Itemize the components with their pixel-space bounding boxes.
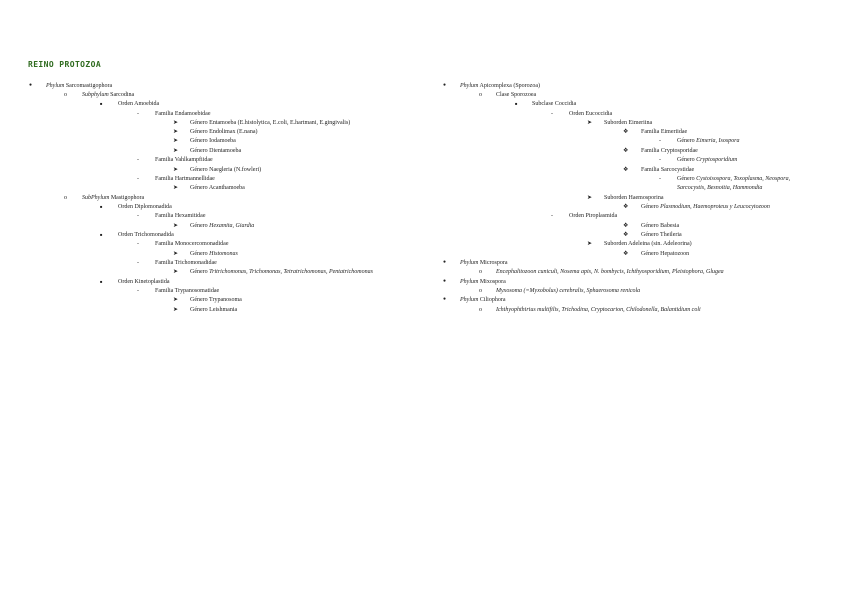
outline-item (155, 212, 205, 220)
outline-item (460, 278, 506, 286)
outline-item (604, 194, 664, 202)
outline-item (155, 156, 213, 164)
diamond-bullet-icon: ❖ (623, 129, 629, 135)
outline-item (677, 184, 762, 192)
outline-item (460, 296, 506, 304)
outline-text: Género (641, 204, 661, 210)
outline-item (190, 222, 254, 230)
outline-text: Histomonas (209, 251, 238, 257)
outline-text: Clase Sporozoea (496, 92, 537, 98)
outline-text: Familia Cryptosporidae (641, 148, 698, 154)
outline-item (460, 259, 508, 267)
outline-text: Género (677, 138, 697, 144)
outline-text: Phylum (460, 297, 479, 303)
outline-item (190, 268, 373, 276)
outline-text: Orden Diplomonadida (118, 204, 172, 210)
bullet-dash-icon: - (659, 157, 661, 163)
outline-item (460, 82, 540, 90)
arrow-bullet-icon: ➤ (587, 195, 593, 201)
outline-text: Familia Trypanosomatidae (155, 288, 220, 294)
bullet-dot-icon: ● (443, 83, 447, 88)
outline-text: Tritrichomonas, Trichomonas, Tetratrichomonas, Pentatrichomonas (209, 269, 373, 275)
outline-text: Suborden Eimeriina (604, 120, 653, 126)
outline-text: Familia Monocercomonadidae (155, 241, 229, 247)
arrow-bullet-icon: ➤ (173, 269, 179, 275)
arrow-bullet-icon: ➤ (173, 297, 179, 303)
bullet-square-icon: ■ (515, 101, 518, 106)
outline-text: Phylum (46, 83, 65, 89)
bullet-circle-icon: o (479, 307, 482, 313)
outline-item (569, 110, 612, 118)
outline-item (190, 119, 350, 127)
outline-item (496, 287, 640, 295)
outline-text: Género Dientamoeba (190, 148, 242, 154)
bullet-dash-icon: - (659, 176, 661, 182)
outline-text: Suborden Haemosporina (604, 195, 664, 201)
bullet-dash-icon: - (137, 260, 139, 266)
outline-text: Phylum (460, 83, 479, 89)
outline-text: Género (677, 157, 697, 163)
outline-text: Género Theileria (641, 232, 682, 238)
bullet-dot-icon: ● (443, 297, 447, 302)
outline-text: Orden Amoebida (118, 101, 160, 107)
outline-text: Eimeria, Isospora (696, 138, 740, 144)
bullet-dash-icon: - (137, 157, 139, 163)
outline-text: Género Trypanosoma (190, 297, 242, 303)
outline-item (82, 194, 144, 202)
outline-text: Familia Endamoebidae (155, 111, 211, 117)
diamond-bullet-icon: ❖ (623, 232, 629, 238)
outline-text: Orden Eucoccidia (569, 111, 613, 117)
bullet-square-icon: ■ (100, 232, 103, 237)
diamond-bullet-icon: ❖ (623, 167, 629, 173)
outline-item (155, 240, 228, 248)
bullet-dash-icon: - (551, 213, 553, 219)
bullet-dash-icon: - (137, 288, 139, 294)
outline-text: Género (190, 223, 210, 229)
outline-text: Familia Sarcocystidae (641, 167, 695, 173)
outline-text: Orden Piroplasmida (569, 213, 618, 219)
outline-text: Mixospora (478, 279, 506, 285)
outline-text: Microspora (478, 260, 508, 266)
outline-text: Apicomplexa (Sporozoa) (478, 83, 540, 89)
outline-text: Familia Hexamitidae (155, 213, 206, 219)
outline-text: Mastigophora (109, 195, 145, 201)
outline-item (155, 259, 217, 267)
outline-text: Género Endolimax (E.nana) (190, 129, 258, 135)
diamond-bullet-icon: ❖ (623, 148, 629, 154)
arrow-bullet-icon: ➤ (173, 185, 179, 191)
outline-text: Género (190, 269, 210, 275)
bullet-dash-icon: - (137, 111, 139, 117)
outline-text: Plasmodium, Haemoproteus y Leucocytozoon (660, 204, 770, 210)
bullet-circle-icon: o (479, 92, 482, 98)
outline-item (641, 166, 694, 174)
bullet-square-icon: ■ (100, 101, 103, 106)
outline-item (604, 119, 652, 127)
outline-item (496, 91, 536, 99)
diamond-bullet-icon: ❖ (623, 223, 629, 229)
outline-text: Sarcocystis, Besnoitia, Hammondia (677, 185, 763, 191)
outline-text: Cystoisospora, Toxoplasma, Neospora, (696, 176, 791, 182)
outline-item (641, 231, 682, 239)
outline-text: Subphylum (82, 92, 109, 98)
bullet-square-icon: ■ (100, 279, 103, 284)
outline-item (496, 306, 701, 314)
outline-text: Phylum (460, 279, 479, 285)
outline-text: Phylum (460, 260, 479, 266)
outline-item (641, 250, 689, 258)
bullet-circle-icon: o (64, 195, 67, 201)
page-title: REINO PROTOZOA (28, 60, 102, 69)
outline-item (190, 184, 245, 192)
outline-item (155, 175, 215, 183)
outline-item (641, 203, 770, 211)
arrow-bullet-icon: ➤ (587, 120, 593, 126)
arrow-bullet-icon: ➤ (173, 167, 179, 173)
bullet-dot-icon: ● (29, 83, 33, 88)
bullet-dash-icon: - (137, 241, 139, 247)
outline-text: Género Leishmania (190, 307, 238, 313)
bullet-dash-icon: - (137, 213, 139, 219)
outline-text: Familia Trichomonadidae (155, 260, 217, 266)
outline-text: Subclase Coccidia (532, 101, 577, 107)
bullet-dash-icon: - (659, 138, 661, 144)
outline-item (569, 212, 617, 220)
outline-item (190, 306, 237, 314)
outline-text: Género (677, 176, 697, 182)
outline-item (118, 100, 159, 108)
outline-item (677, 175, 790, 183)
outline-text: Género Entamoeba (E.histolytica, E.coli, E.hartmani, E.gingivalis) (190, 120, 351, 126)
outline-text: Suborden Adeleina (sin. Adeleorina) (604, 241, 692, 247)
outline-item (641, 222, 679, 230)
outline-item (190, 166, 261, 174)
outline-text: Género Acanthamoeba (190, 185, 245, 191)
outline-text: Género Hepatozoon (641, 251, 690, 257)
outline-item (190, 147, 241, 155)
outline-item (155, 287, 219, 295)
bullet-circle-icon: o (479, 288, 482, 294)
outline-text: Sarcodina (108, 92, 135, 98)
outline-item (190, 296, 242, 304)
outline-text: Género (190, 251, 210, 257)
arrow-bullet-icon: ➤ (173, 138, 179, 144)
outline-text: Orden Kinetoplastida (118, 279, 170, 285)
outline-item (677, 156, 737, 164)
outline-text: Myxosoma (=Myxobolus) cerebralis, Sphaerosoma renicola (496, 288, 641, 294)
outline-text: Cryptosporidium (696, 157, 738, 163)
bullet-dot-icon: ● (443, 260, 447, 265)
outline-item (604, 240, 692, 248)
bullet-dash-icon: - (551, 111, 553, 117)
outline-item (82, 91, 134, 99)
outline-text: Hexamita, Giardia (209, 223, 255, 229)
outline-item (190, 128, 257, 136)
arrow-bullet-icon: ➤ (173, 120, 179, 126)
outline-text: Ciliophora (478, 297, 506, 303)
outline-item (155, 110, 210, 118)
arrow-bullet-icon: ➤ (173, 129, 179, 135)
outline-item (641, 147, 698, 155)
outline-text: Familia Hartmannellidae (155, 176, 215, 182)
arrow-bullet-icon: ➤ (173, 251, 179, 257)
diamond-bullet-icon: ❖ (623, 251, 629, 257)
outline-text: Género Babesia (641, 223, 680, 229)
outline-item (118, 203, 172, 211)
bullet-circle-icon: o (64, 92, 67, 98)
bullet-dot-icon: ● (443, 279, 447, 284)
outline-text: Género Iodamoeba (190, 138, 236, 144)
outline-item (190, 137, 236, 145)
outline-item (641, 128, 687, 136)
outline-item (496, 268, 724, 276)
diamond-bullet-icon: ❖ (623, 204, 629, 210)
bullet-circle-icon: o (479, 269, 482, 275)
bullet-square-icon: ■ (100, 204, 103, 209)
arrow-bullet-icon: ➤ (173, 148, 179, 154)
outline-text: Ichthyophthirius multifilis, Trichodina, Cryptocarion, Chilodonella, Balantidium coli (496, 307, 701, 313)
arrow-bullet-icon: ➤ (587, 241, 593, 247)
outline-item (118, 231, 174, 239)
outline-text: Sarcomastigophora (64, 83, 113, 89)
outline-item (118, 278, 170, 286)
arrow-bullet-icon: ➤ (173, 307, 179, 313)
bullet-dash-icon: - (137, 176, 139, 182)
outline-item (46, 82, 112, 90)
outline-item (532, 100, 576, 108)
outline-text: Familia Eimeriidae (641, 129, 688, 135)
outline-text: Encephalitozoon cuniculi, Nosema apis, N. bombycis, Ichthyosporidium, Pleistophora, Glugea (496, 269, 724, 275)
outline-item (677, 137, 740, 145)
outline-item (190, 250, 238, 258)
outline-text: Orden Trichomonadida (118, 232, 174, 238)
outline-text: Familia Vahlkampfiidae (155, 157, 213, 163)
outline-text: SubPhylum (82, 195, 110, 201)
outline-text: Género Naegleria (N.fowleri) (190, 167, 262, 173)
arrow-bullet-icon: ➤ (173, 223, 179, 229)
